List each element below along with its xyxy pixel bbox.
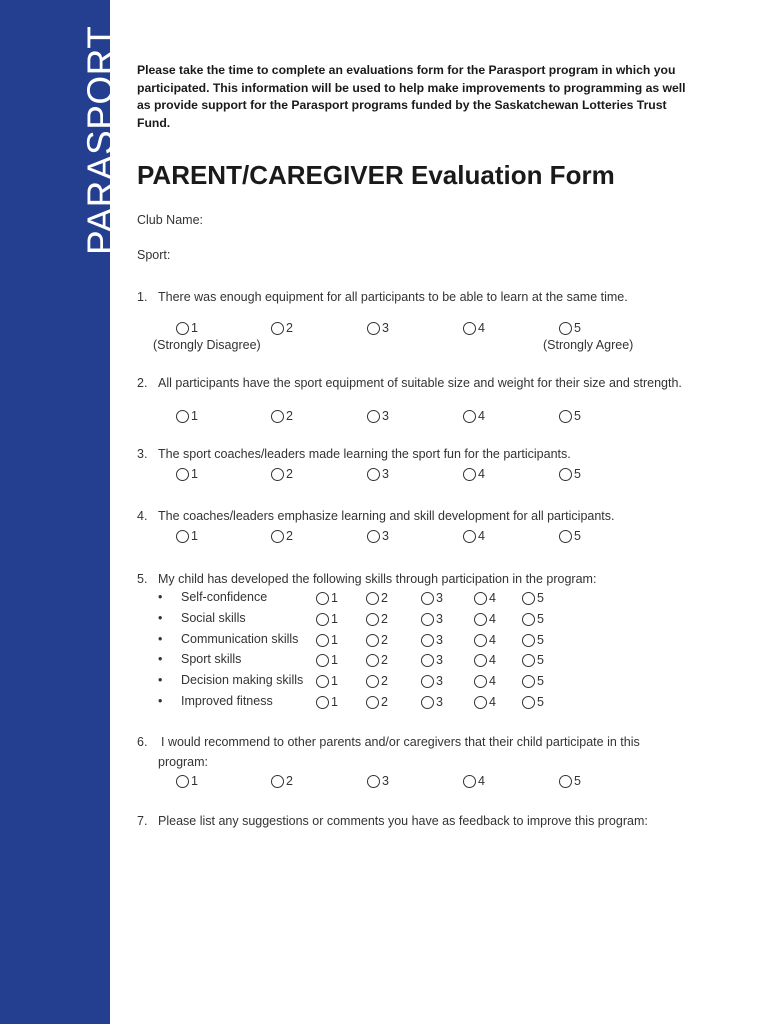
question-text: The coaches/leaders emphasize learning and skill development for all participants. xyxy=(158,509,615,523)
radio-circle-icon[interactable] xyxy=(559,468,572,481)
bullet-icon: • xyxy=(158,611,163,625)
rating-label: 1 xyxy=(191,774,198,788)
skill-rating-option-2[interactable] xyxy=(366,631,388,649)
radio-circle-icon[interactable] xyxy=(559,410,572,423)
club-name-label: Club Name: xyxy=(137,213,203,227)
bullet-icon: • xyxy=(158,673,163,687)
radio-circle-icon[interactable] xyxy=(463,530,476,543)
rating-label: 4 xyxy=(489,633,496,647)
radio-circle-icon[interactable] xyxy=(366,613,379,626)
radio-circle-icon[interactable] xyxy=(271,530,284,543)
bullet-icon: • xyxy=(158,632,163,646)
skill-rating-option-3[interactable] xyxy=(421,631,443,649)
skill-rating-option-3[interactable] xyxy=(421,693,443,711)
skill-name: Improved fitness xyxy=(181,694,273,708)
page-title: PARENT/CAREGIVER Evaluation Form xyxy=(137,160,615,190)
skill-rating-option-1[interactable] xyxy=(316,631,338,649)
radio-circle-icon[interactable] xyxy=(176,410,189,423)
rating-label: 1 xyxy=(331,695,338,709)
skill-rating-option-3[interactable] xyxy=(421,589,443,607)
rating-option-2[interactable] xyxy=(271,465,293,483)
radio-circle-icon[interactable] xyxy=(474,654,487,667)
skill-rating-option-2[interactable] xyxy=(366,693,388,711)
radio-circle-icon[interactable] xyxy=(176,530,189,543)
skill-rating-option-5[interactable] xyxy=(522,610,544,628)
question-text: My child has developed the following skills through participation in the program: xyxy=(158,572,597,586)
skill-rating-option-4[interactable] xyxy=(474,589,496,607)
radio-circle-icon[interactable] xyxy=(522,634,535,647)
radio-circle-icon[interactable] xyxy=(474,634,487,647)
radio-circle-icon[interactable] xyxy=(522,654,535,667)
rating-label: 3 xyxy=(382,409,389,423)
skill-rating-option-1[interactable] xyxy=(316,589,338,607)
rating-label: 3 xyxy=(382,467,389,481)
rating-label: 1 xyxy=(191,321,198,335)
skill-rating-option-5[interactable] xyxy=(522,589,544,607)
rating-option-1[interactable] xyxy=(176,319,198,337)
radio-circle-icon[interactable] xyxy=(474,613,487,626)
radio-circle-icon[interactable] xyxy=(316,675,329,688)
radio-circle-icon[interactable] xyxy=(559,530,572,543)
rating-label: 1 xyxy=(191,529,198,543)
rating-label: 4 xyxy=(489,695,496,709)
rating-label: 4 xyxy=(478,529,485,543)
rating-option-4[interactable] xyxy=(463,407,485,425)
radio-circle-icon[interactable] xyxy=(522,696,535,709)
rating-option-2[interactable] xyxy=(271,319,293,337)
radio-circle-icon[interactable] xyxy=(367,775,380,788)
rating-label: 4 xyxy=(489,612,496,626)
rating-label: 5 xyxy=(574,467,581,481)
radio-circle-icon[interactable] xyxy=(463,410,476,423)
rating-label: 5 xyxy=(574,774,581,788)
skill-rating-option-1[interactable] xyxy=(316,651,338,669)
radio-circle-icon[interactable] xyxy=(271,468,284,481)
radio-circle-icon[interactable] xyxy=(474,592,487,605)
rating-option-3[interactable] xyxy=(367,772,389,790)
skill-rating-option-2[interactable] xyxy=(366,610,388,628)
skill-name: Sport skills xyxy=(181,652,242,666)
rating-label: 5 xyxy=(574,529,581,543)
rating-option-1[interactable] xyxy=(176,465,198,483)
rating-label: 4 xyxy=(478,409,485,423)
rating-label: 4 xyxy=(478,467,485,481)
rating-option-2[interactable] xyxy=(271,407,293,425)
rating-label: 2 xyxy=(381,695,388,709)
rating-label: 5 xyxy=(537,633,544,647)
rating-option-1[interactable] xyxy=(176,772,198,790)
scale-high-label: (Strongly Agree) xyxy=(543,338,634,352)
question-number: 2. xyxy=(137,376,148,390)
bullet-icon: • xyxy=(158,652,163,666)
question-text: Please list any suggestions or comments you have as feedback to improve this program: xyxy=(158,814,648,828)
radio-circle-icon[interactable] xyxy=(367,322,380,335)
question-number: 1. xyxy=(137,290,148,304)
rating-option-1[interactable] xyxy=(176,527,198,545)
rating-label: 2 xyxy=(286,409,293,423)
rating-option-4[interactable] xyxy=(463,319,485,337)
radio-circle-icon[interactable] xyxy=(316,613,329,626)
radio-circle-icon[interactable] xyxy=(463,468,476,481)
rating-option-5[interactable] xyxy=(559,407,581,425)
rating-label: 2 xyxy=(381,591,388,605)
radio-circle-icon[interactable] xyxy=(421,592,434,605)
rating-option-3[interactable] xyxy=(367,319,389,337)
radio-circle-icon[interactable] xyxy=(366,696,379,709)
rating-label: 3 xyxy=(382,321,389,335)
scale-low-label: (Strongly Disagree) xyxy=(153,338,261,352)
rating-label: 1 xyxy=(191,409,198,423)
rating-label: 5 xyxy=(574,321,581,335)
skill-rating-option-5[interactable] xyxy=(522,651,544,669)
skill-rating-option-2[interactable] xyxy=(366,589,388,607)
skill-rating-option-3[interactable] xyxy=(421,610,443,628)
rating-option-5[interactable] xyxy=(559,772,581,790)
radio-circle-icon[interactable] xyxy=(271,322,284,335)
radio-circle-icon[interactable] xyxy=(421,613,434,626)
bullet-icon: • xyxy=(158,590,163,604)
sport-label: Sport: xyxy=(137,248,171,262)
radio-circle-icon[interactable] xyxy=(316,696,329,709)
rating-label: 1 xyxy=(331,674,338,688)
question-number: 4. xyxy=(137,509,148,523)
radio-circle-icon[interactable] xyxy=(176,322,189,335)
sidebar-band xyxy=(0,0,121,1024)
radio-circle-icon[interactable] xyxy=(367,468,380,481)
bullet-icon: • xyxy=(158,694,163,708)
rating-label: 3 xyxy=(436,653,443,667)
radio-circle-icon[interactable] xyxy=(421,696,434,709)
radio-circle-icon[interactable] xyxy=(271,775,284,788)
radio-circle-icon[interactable] xyxy=(421,634,434,647)
rating-label: 2 xyxy=(286,467,293,481)
question-number: 3. xyxy=(137,447,148,461)
rating-option-2[interactable] xyxy=(271,772,293,790)
radio-circle-icon[interactable] xyxy=(271,410,284,423)
radio-circle-icon[interactable] xyxy=(463,775,476,788)
skill-name: Decision making skills xyxy=(181,673,304,687)
radio-circle-icon[interactable] xyxy=(522,592,535,605)
question-number: 6. xyxy=(137,735,148,749)
rating-option-5[interactable] xyxy=(559,319,581,337)
rating-label: 4 xyxy=(478,774,485,788)
skill-rating-option-4[interactable] xyxy=(474,651,496,669)
skill-name: Social skills xyxy=(181,611,246,625)
radio-circle-icon[interactable] xyxy=(366,654,379,667)
question-text: All participants have the sport equipment of suitable size and weight for their size and strength. xyxy=(158,376,682,390)
radio-circle-icon[interactable] xyxy=(316,634,329,647)
rating-label: 3 xyxy=(382,774,389,788)
rating-option-3[interactable] xyxy=(367,465,389,483)
rating-label: 2 xyxy=(381,633,388,647)
radio-circle-icon[interactable] xyxy=(522,613,535,626)
skill-rating-option-4[interactable] xyxy=(474,610,496,628)
rating-label: 3 xyxy=(436,674,443,688)
skill-rating-option-2[interactable] xyxy=(366,672,388,690)
rating-option-4[interactable] xyxy=(463,772,485,790)
rating-option-5[interactable] xyxy=(559,527,581,545)
rating-label: 4 xyxy=(489,653,496,667)
rating-label: 3 xyxy=(436,633,443,647)
rating-label: 3 xyxy=(436,591,443,605)
skill-name: Self-confidence xyxy=(181,590,268,604)
rating-label: 5 xyxy=(537,695,544,709)
skill-rating-option-1[interactable] xyxy=(316,672,338,690)
rating-label: 4 xyxy=(489,591,496,605)
rating-label: 2 xyxy=(381,653,388,667)
radio-circle-icon[interactable] xyxy=(474,696,487,709)
rating-option-2[interactable] xyxy=(271,527,293,545)
radio-circle-icon[interactable] xyxy=(559,775,572,788)
radio-circle-icon[interactable] xyxy=(366,634,379,647)
radio-circle-icon[interactable] xyxy=(522,675,535,688)
skill-rating-option-4[interactable] xyxy=(474,693,496,711)
skill-rating-option-4[interactable] xyxy=(474,672,496,690)
rating-label: 5 xyxy=(537,591,544,605)
skill-rating-option-2[interactable] xyxy=(366,651,388,669)
skill-rating-option-1[interactable] xyxy=(316,610,338,628)
rating-label: 3 xyxy=(436,695,443,709)
rating-label: 4 xyxy=(478,321,485,335)
skill-rating-option-5[interactable] xyxy=(522,693,544,711)
question-6-continued: program: xyxy=(158,755,209,769)
radio-circle-icon[interactable] xyxy=(421,654,434,667)
radio-circle-icon[interactable] xyxy=(316,592,329,605)
radio-circle-icon[interactable] xyxy=(421,675,434,688)
rating-label: 2 xyxy=(381,674,388,688)
rating-label: 3 xyxy=(382,529,389,543)
rating-label: 2 xyxy=(381,612,388,626)
rating-option-4[interactable] xyxy=(463,527,485,545)
rating-option-3[interactable] xyxy=(367,527,389,545)
skill-name: Communication skills xyxy=(181,632,299,646)
rating-label: 5 xyxy=(537,674,544,688)
skill-rating-option-3[interactable] xyxy=(421,651,443,669)
radio-circle-icon[interactable] xyxy=(176,775,189,788)
intro-text: Please take the time to complete an evaluations form for the Parasport program in which you participated. This information will be used to help make improvements to programming as well as provide support for the Parasport programs funded by the Saskatchewan Lotteries Trust Fund. xyxy=(137,63,686,130)
rating-label: 5 xyxy=(537,612,544,626)
rating-label: 2 xyxy=(286,321,293,335)
question-text: There was enough equipment for all participants to be able to learn at the same time. xyxy=(158,290,628,304)
question-number: 7. xyxy=(137,814,148,828)
rating-label: 1 xyxy=(331,612,338,626)
rating-label: 4 xyxy=(489,674,496,688)
radio-circle-icon[interactable] xyxy=(366,675,379,688)
radio-circle-icon[interactable] xyxy=(367,530,380,543)
rating-option-4[interactable] xyxy=(463,465,485,483)
skill-rating-option-1[interactable] xyxy=(316,693,338,711)
skill-rating-option-4[interactable] xyxy=(474,631,496,649)
radio-circle-icon[interactable] xyxy=(559,322,572,335)
rating-label: 3 xyxy=(436,612,443,626)
radio-circle-icon[interactable] xyxy=(463,322,476,335)
question-number: 5. xyxy=(137,572,148,586)
radio-circle-icon[interactable] xyxy=(367,410,380,423)
rating-option-5[interactable] xyxy=(559,465,581,483)
rating-label: 1 xyxy=(331,633,338,647)
radio-circle-icon[interactable] xyxy=(316,654,329,667)
rating-option-3[interactable] xyxy=(367,407,389,425)
skill-rating-option-5[interactable] xyxy=(522,631,544,649)
radio-circle-icon[interactable] xyxy=(366,592,379,605)
rating-label: 2 xyxy=(286,774,293,788)
skill-rating-option-5[interactable] xyxy=(522,672,544,690)
rating-label: 5 xyxy=(574,409,581,423)
rating-option-1[interactable] xyxy=(176,407,198,425)
rating-label: 2 xyxy=(286,529,293,543)
rating-label: 1 xyxy=(191,467,198,481)
rating-label: 1 xyxy=(331,653,338,667)
question-text: The sport coaches/leaders made learning the sport fun for the participants. xyxy=(158,447,571,461)
radio-circle-icon[interactable] xyxy=(176,468,189,481)
sidebar-title: PARASPORT xyxy=(80,25,121,255)
rating-label: 1 xyxy=(331,591,338,605)
question-text: I would recommend to other parents and/or caregivers that their child participate in this xyxy=(161,735,640,749)
radio-circle-icon[interactable] xyxy=(474,675,487,688)
skill-rating-option-3[interactable] xyxy=(421,672,443,690)
rating-label: 5 xyxy=(537,653,544,667)
